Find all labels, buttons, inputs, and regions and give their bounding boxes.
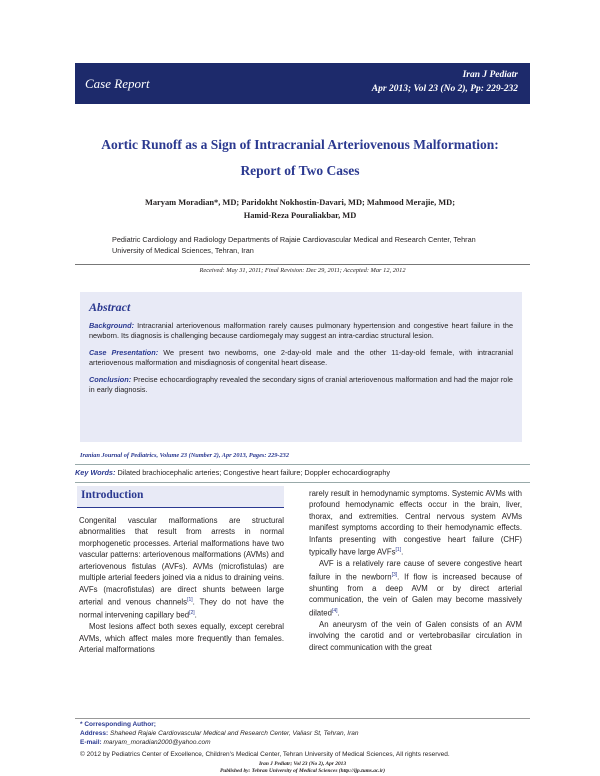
affiliation-line-2: University of Medical Sciences, Tehran, Iran xyxy=(112,246,254,255)
citation-ref[interactable]: [1] xyxy=(187,597,193,604)
article-title xyxy=(60,132,540,184)
corresponding-author-label: * Corresponding Author; xyxy=(80,721,156,728)
abstract-conclusion xyxy=(89,375,513,396)
article-type-label: Case Report xyxy=(85,76,150,91)
journal-footer-line: Iran J Pediatr; Vol 23 (No 2), Apr 2013 xyxy=(258,761,347,767)
copyright-notice: © 2012 by Pediatrics Center of Excellence, Children's Medical Center, Tehran University of Medical Sciences, All rights reserved. xyxy=(80,751,450,758)
intro-paragraph-3: rarely result in hemodynamic symptoms. Systemic AVMs with profound hemodynamic effects occur in the brain, liver, thorax, and extremities. Central nervous system AVMs manifest symptoms according to their hemodynamic effects. Infants presenting with congestive heart failure (CHF) typically have large AVFs[1]. xyxy=(309,489,522,557)
abstract-case-presentation xyxy=(89,348,513,369)
keywords-text: Dilated brachiocephalic arteries; Congestive heart failure; Doppler echocardiography xyxy=(117,468,391,477)
citation-line: Iranian Journal of Pediatrics, Volume 23 (Number 2), Apr 2013, Pages: 229-232 xyxy=(80,452,289,459)
abstract-background xyxy=(89,321,513,342)
case-label: Case Presentation: xyxy=(89,347,159,357)
conclusion-text: Precise echocardiography revealed the secondary signs of cranial arteriovenous malformation and had the major role in early diagnosis. xyxy=(89,374,513,395)
authors-line-2: Hamid-Reza Pouraliakbar, MD xyxy=(243,211,357,220)
title-line-2: Report of Two Cases xyxy=(240,163,360,178)
affiliation xyxy=(112,234,492,256)
citation-ref[interactable]: [2] xyxy=(189,610,195,617)
authors-line-1: Maryam Moradian*, MD; Paridokht Nokhostin-Davari, MD; Mahmood Merajie, MD; xyxy=(144,198,456,207)
conclusion-label: Conclusion: xyxy=(89,374,132,384)
journal-header-band xyxy=(75,63,530,104)
abstract-heading: Abstract xyxy=(89,300,131,314)
journal-issue-info: Apr 2013; Vol 23 (No 2), Pp: 229-232 xyxy=(371,84,518,94)
citation-ref[interactable]: [1] xyxy=(395,547,402,554)
citation-ref[interactable]: [3] xyxy=(391,571,398,578)
citation-ref[interactable]: [4] xyxy=(331,607,338,614)
footnote-divider xyxy=(75,718,530,719)
background-label: Background: xyxy=(89,321,134,330)
background-text: Intracranial arteriovenous malformation rarely causes pulmonary hypertension and congestive heart failure in the newborn. Its diagnosis is challenging because cardiomegaly may suggest an intra-cardiac structural lesion. xyxy=(89,321,513,341)
intro-paragraph-2: Most lesions affect both sexes equally, except cerebral AVMs, which affect males more frequently than females. Arterial malformations xyxy=(79,622,284,655)
case-text: We present two newborns, one 2-day-old male and the other 11-day-old female, with intracranial arteriovenous malformation and misdiagnosis of congenital heart disease. xyxy=(89,347,514,368)
keywords-label: Key Words: xyxy=(75,468,116,477)
author-list xyxy=(70,196,530,222)
author-address: Address: Shaheed Rajaie Cardiovascular Medical and Research Center, Valiasr St, Tehran, Iran xyxy=(80,730,359,737)
keywords-bar xyxy=(75,464,530,483)
intro-paragraph-4: AVF is a relatively rare cause of severe congestive heart failure in the newborn[3]. If flow is increased because of shunting from a deep AVM or by direct arterial communication, the vein of Galen may become massively dilated[4]. xyxy=(309,559,522,618)
left-column xyxy=(79,515,284,656)
intro-paragraph-1: Congenital vascular malformations are structural abnormalities that result from arrests in normal morphogenetic processes. Arterial malformations have two vascular patterns: arteriovenous malformations (AVMs) and arteriovenous fistulas (AVFs). AVMs (microfistulas) are multiple arterial feeders joined via a nidus to draining veins. AVFs (macrofistulas) are direct shunts between large arterial and venous channels[1]. They do not have the normal intervening capillary bed[2]. xyxy=(79,516,284,620)
author-email[interactable]: E-mail: maryam_moradian2000@yahoo.com xyxy=(80,739,211,746)
journal-name: Iran J Pediatr xyxy=(462,70,518,80)
right-column xyxy=(309,488,522,653)
intro-paragraph-5: An aneurysm of the vein of Galen consists of an AVM involving the carotid and or vertebrobasilar circulation in direct communication with the great xyxy=(309,619,522,652)
affiliation-line-1: Pediatric Cardiology and Radiology Departments of Rajaie Cardiovascular Medical and Research Center, Tehran xyxy=(112,235,476,244)
abstract-box xyxy=(80,292,522,442)
title-line-1: Aortic Runoff as a Sign of Intracranial Arteriovenous Malformation: xyxy=(101,137,499,152)
introduction-heading: Introduction xyxy=(77,486,284,508)
article-dates: Received: May 31, 2011; Final Revision: Dec 29, 2011; Accepted: Mar 12, 2012 xyxy=(75,264,530,274)
publisher-line: Published by: Tehran University of Medical Sciences (http://ijp.tums.ac.ir) xyxy=(219,768,386,774)
